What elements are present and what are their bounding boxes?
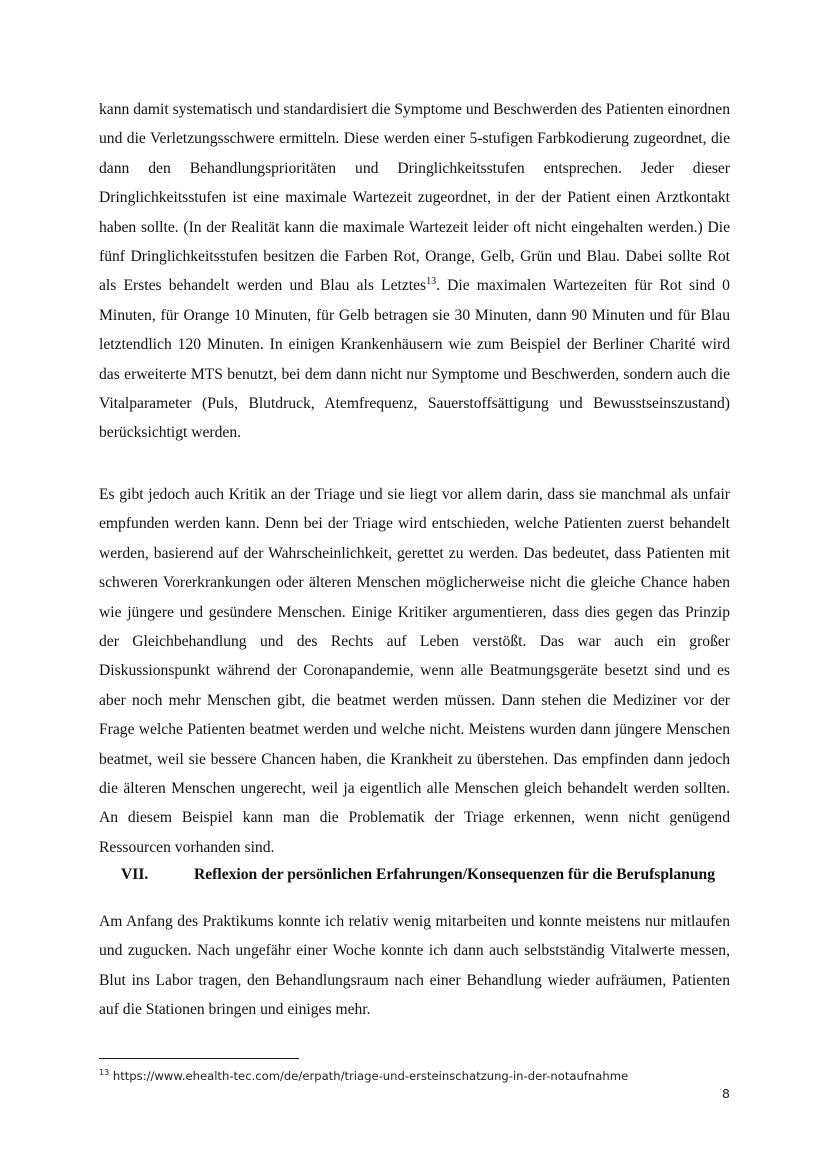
footnote (99, 1068, 628, 1084)
paragraph-text: . Die maximalen Wartezeiten für Rot sind 0 Minuten, für Orange 10 Minuten, für Gelb betragen sie 30 Minuten, dann 90 Minuten und für Blau letztendlich 120 Minuten. In einigen Krankenhäusern wie zum Beispiel der Berliner Charité wird das erweiterte MTS benutzt, bei dem dann nicht nur Symptome und Beschwerden, sondern auch die Vitalparameter (Puls, Blutdruck, Atemfrequenz, Sauerstoffsättigung und Bewusstseinszustand) berücksichtigt werden. (99, 277, 730, 442)
section-heading (99, 866, 739, 884)
body-paragraph-reflection: Am Anfang des Praktikums konnte ich relativ wenig mitarbeiten und konnte meistens nur mitlaufen und zugucken. Nach ungefähr einer Woche konnte ich dann auch selbstständig Vitalwerte messen, Blut ins Labor tragen, den Behandlungsraum nach einer Behandlung wieder aufräumen, Patienten auf die Stationen bringen und einiges mehr. (99, 913, 730, 1019)
footnote-link[interactable]: https://www.ehealth-tec.com/de/erpath/triage-und-ersteinschatzung-in-der-notaufnahme (109, 1069, 629, 1083)
page-number: 8 (722, 1086, 730, 1101)
footnote-separator (99, 1058, 299, 1059)
footnote-reference[interactable]: 13 (426, 276, 437, 288)
section-number: VII. (121, 866, 149, 883)
body-paragraph-triage-mts (99, 95, 730, 448)
footnote-marker: 13 (99, 1068, 110, 1078)
paragraph-text: kann damit systematisch und standardisiert die Symptome und Beschwerden des Patienten einordnen und die Verletzungsschwere ermitteln. Diese werden einer 5-stufigen Farbkodierung zugeordnet, die dann den Behandlungsprioritäten und Dringlichkeitsstufen entsprechen. Jeder dieser Dringlichkeitsstufen ist eine maximale Wartezeit zugeordnet, in der der Patient einen Arztkontakt haben sollte. (In der Realität kann die maximale Wartezeit leider oft nicht eingehalten werden.) Die fünf Dringlichkeitsstufen besitzen die Farben Rot, Orange, Gelb, Grün und Blau. Dabei sollte Rot als Erstes behandelt werden und Blau als Letztes (99, 101, 730, 295)
section-title: Reflexion der persönlichen Erfahrungen/Konsequenzen für die Berufsplanung (194, 866, 715, 883)
body-paragraph-criticism: Es gibt jedoch auch Kritik an der Triage und sie liegt vor allem darin, dass sie manchmal als unfair empfunden werden kann. Denn bei der Triage wird entschieden, welche Patienten zuerst behandelt werden, basierend auf der Wahrscheinlichkeit, gerettet zu werden. Das bedeutet, dass Patienten mit schweren Vorerkrankungen oder älteren Menschen möglicherweise nicht die gleiche Chance haben wie jüngere und gesündere Menschen. Einige Kritiker argumentieren, dass dies gegen das Prinzip der Gleichbehandlung und des Rechts auf Leben verstößt. Das war auch ein großer Diskussionspunkt während der Coronapandemie, wenn alle Beatmungsgeräte besetzt sind und es aber noch mehr Menschen gibt, die beatmet werden müssen. Dann stehen die Mediziner vor der Frage welche Patienten beatmet werden und welche nicht. Meistens wurden dann jüngere Menschen beatmet, weil sie bessere Chancen haben, die Krankheit zu überstehen. Das empfinden dann jedoch die älteren Menschen ungerecht, weil ja eigentlich alle Menschen gleich behandelt werden sollten. An diesem Beispiel kann man die Problematik der Triage erkennen, wenn nicht genügend Ressourcen vorhanden sind. (99, 486, 730, 856)
